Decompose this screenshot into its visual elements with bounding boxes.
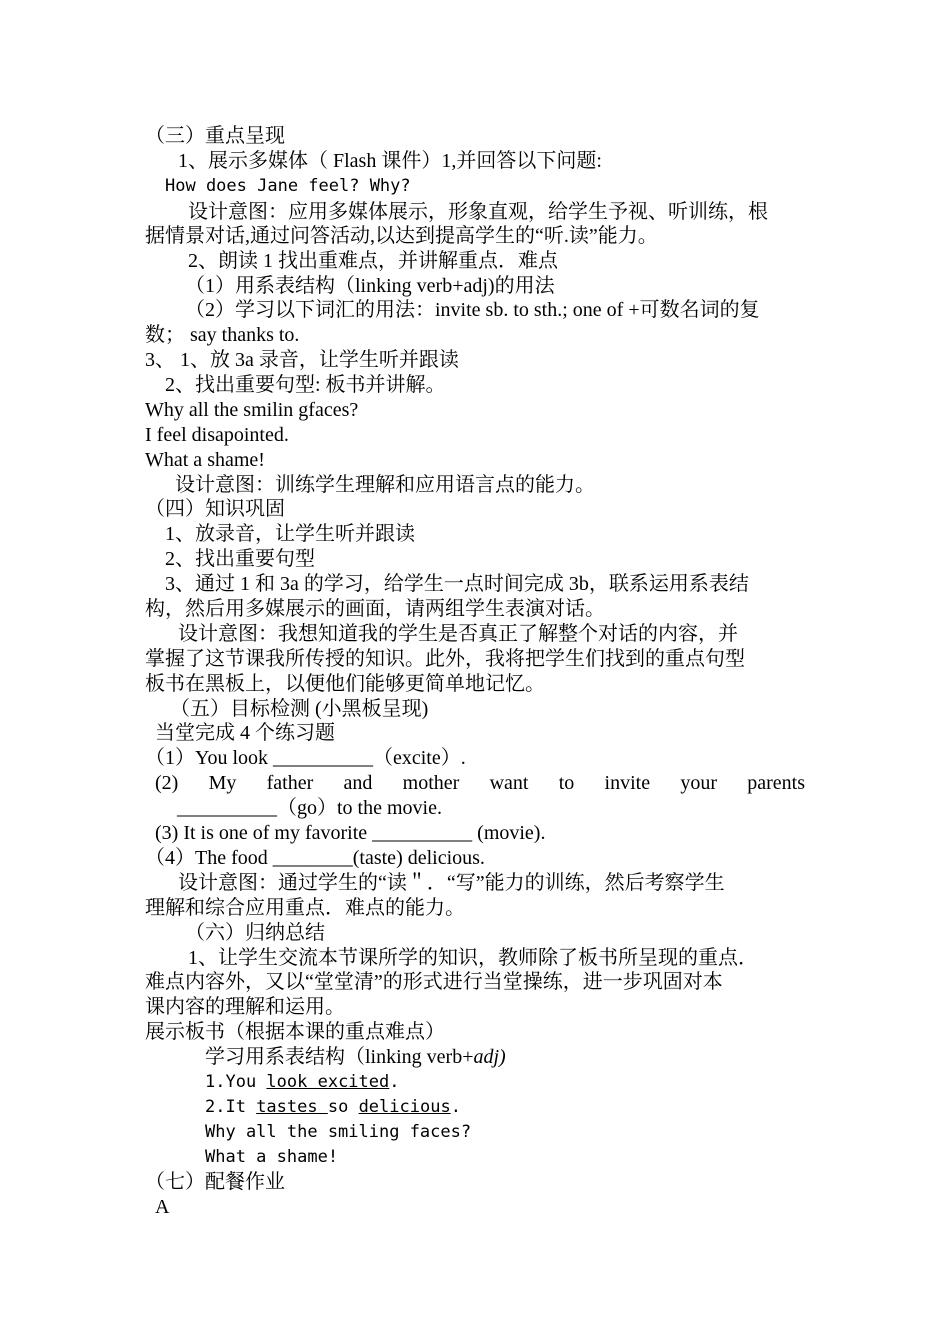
design-intent-line: 设计意图：通过学生的“读＂．“写”能力的训练，然后考察学生	[178, 872, 725, 894]
board-text: .	[450, 1097, 461, 1117]
exercise-question: (3) It is one of my favorite __________ (movie).	[155, 822, 546, 844]
sentence-line: I feel disapointed.	[145, 424, 289, 446]
exercise-question: (2) My father and mother want to invite your parents	[155, 772, 805, 794]
board-sentence	[205, 1095, 867, 1120]
board-sentence: Why all the smiling faces?	[205, 1122, 472, 1142]
exercise-question: （1）You look __________（excite）.	[145, 747, 466, 769]
paragraph-line: 2、朗读 1 找出重难点，并讲解重点．难点	[188, 250, 558, 272]
board-sentence	[205, 1070, 867, 1095]
exercise-question: （4）The food ________(taste) delicious.	[145, 847, 485, 869]
paragraph-line: 数； say thanks to.	[145, 324, 300, 346]
sentence-line: What a shame!	[145, 449, 265, 471]
paragraph-line: 3、 1、放 3a 录音，让学生听并跟读	[145, 349, 459, 371]
paragraph-line: 难点内容外，又以“堂堂清”的形式进行当堂操练，进一步巩固对本	[145, 971, 723, 993]
paragraph-line: 1、展示多媒体（ Flash 课件）1,并回答以下问题:	[178, 150, 602, 172]
paragraph-line: 3、通过 1 和 3a 的学习，给学生一点时间完成 3b，联系运用系表结	[165, 573, 749, 595]
design-intent-line: 设计意图：应用多媒体展示，形象直观，给学生予视、听训练，根	[188, 201, 768, 223]
paragraph-line: 构，然后用多媒展示的画面，请两组学生表演对话。	[145, 598, 605, 620]
paragraph-line: 当堂完成 4 个练习题	[155, 722, 335, 744]
paragraph-line: 课内容的理解和运用。	[145, 996, 345, 1018]
board-text: so	[327, 1097, 359, 1117]
section-heading-6: （六）归纳总结	[185, 922, 325, 944]
section-heading-7: （七）配餐作业	[145, 1171, 285, 1193]
board-underlined-text: look excited	[266, 1072, 390, 1092]
board-title: 展示板书（根据本课的重点难点）	[145, 1021, 445, 1043]
sentence-line: Why all the smilin gfaces?	[145, 399, 359, 421]
paragraph-line: 2、找出重要句型: 板书并讲解。	[165, 374, 446, 396]
paragraph-line: 2、找出重要句型	[165, 548, 315, 570]
design-intent-line: 据情景对话,通过问答活动,以达到提高学生的“听.读”能力。	[145, 225, 658, 247]
design-intent-line: 理解和综合应用重点．难点的能力。	[145, 897, 465, 919]
design-intent-line: 设计意图：我想知道我的学生是否真正了解整个对话的内容，并	[178, 623, 738, 645]
section-heading-3: （三）重点呈现	[145, 125, 285, 147]
board-heading-italic: adj)	[473, 1046, 506, 1068]
board-heading	[205, 1045, 867, 1070]
board-heading-text: 学习用系表结构（linking verb+	[205, 1046, 474, 1068]
design-intent-line: 设计意图：训练学生理解和应用语言点的能力。	[175, 474, 595, 496]
board-text: 2.It	[205, 1097, 257, 1117]
section-heading-5: （五）目标检测 (小黑板呈现)	[170, 698, 429, 720]
section-heading-4: （四）知识巩固	[145, 498, 285, 520]
paragraph-line: 1、让学生交流本节课所学的知识，教师除了板书所呈现的重点．	[188, 947, 758, 969]
board-underlined-text: tastes	[256, 1097, 328, 1117]
paragraph-line: A	[155, 1196, 170, 1218]
paragraph-line: 1、放录音，让学生听并跟读	[165, 523, 415, 545]
paragraph-line: （2）学习以下词汇的用法：invite sb. to sth.; one of +可数名词的复	[185, 299, 760, 321]
design-intent-line: 板书在黑板上，以便他们能够更简单地记忆。	[145, 673, 545, 695]
board-underlined-text: delicious	[358, 1097, 451, 1117]
board-text: 1.You	[205, 1072, 267, 1092]
exercise-question: __________（go）to the movie.	[177, 797, 442, 819]
question-line: How does Jane feel? Why?	[165, 176, 411, 196]
design-intent-line: 掌握了这节课我所传授的知识。此外，我将把学生们找到的重点句型	[145, 648, 745, 670]
paragraph-line: （1）用系表结构（linking verb+adj)的用法	[185, 275, 555, 297]
board-text: .	[389, 1072, 400, 1092]
board-sentence: What a shame!	[205, 1147, 339, 1167]
